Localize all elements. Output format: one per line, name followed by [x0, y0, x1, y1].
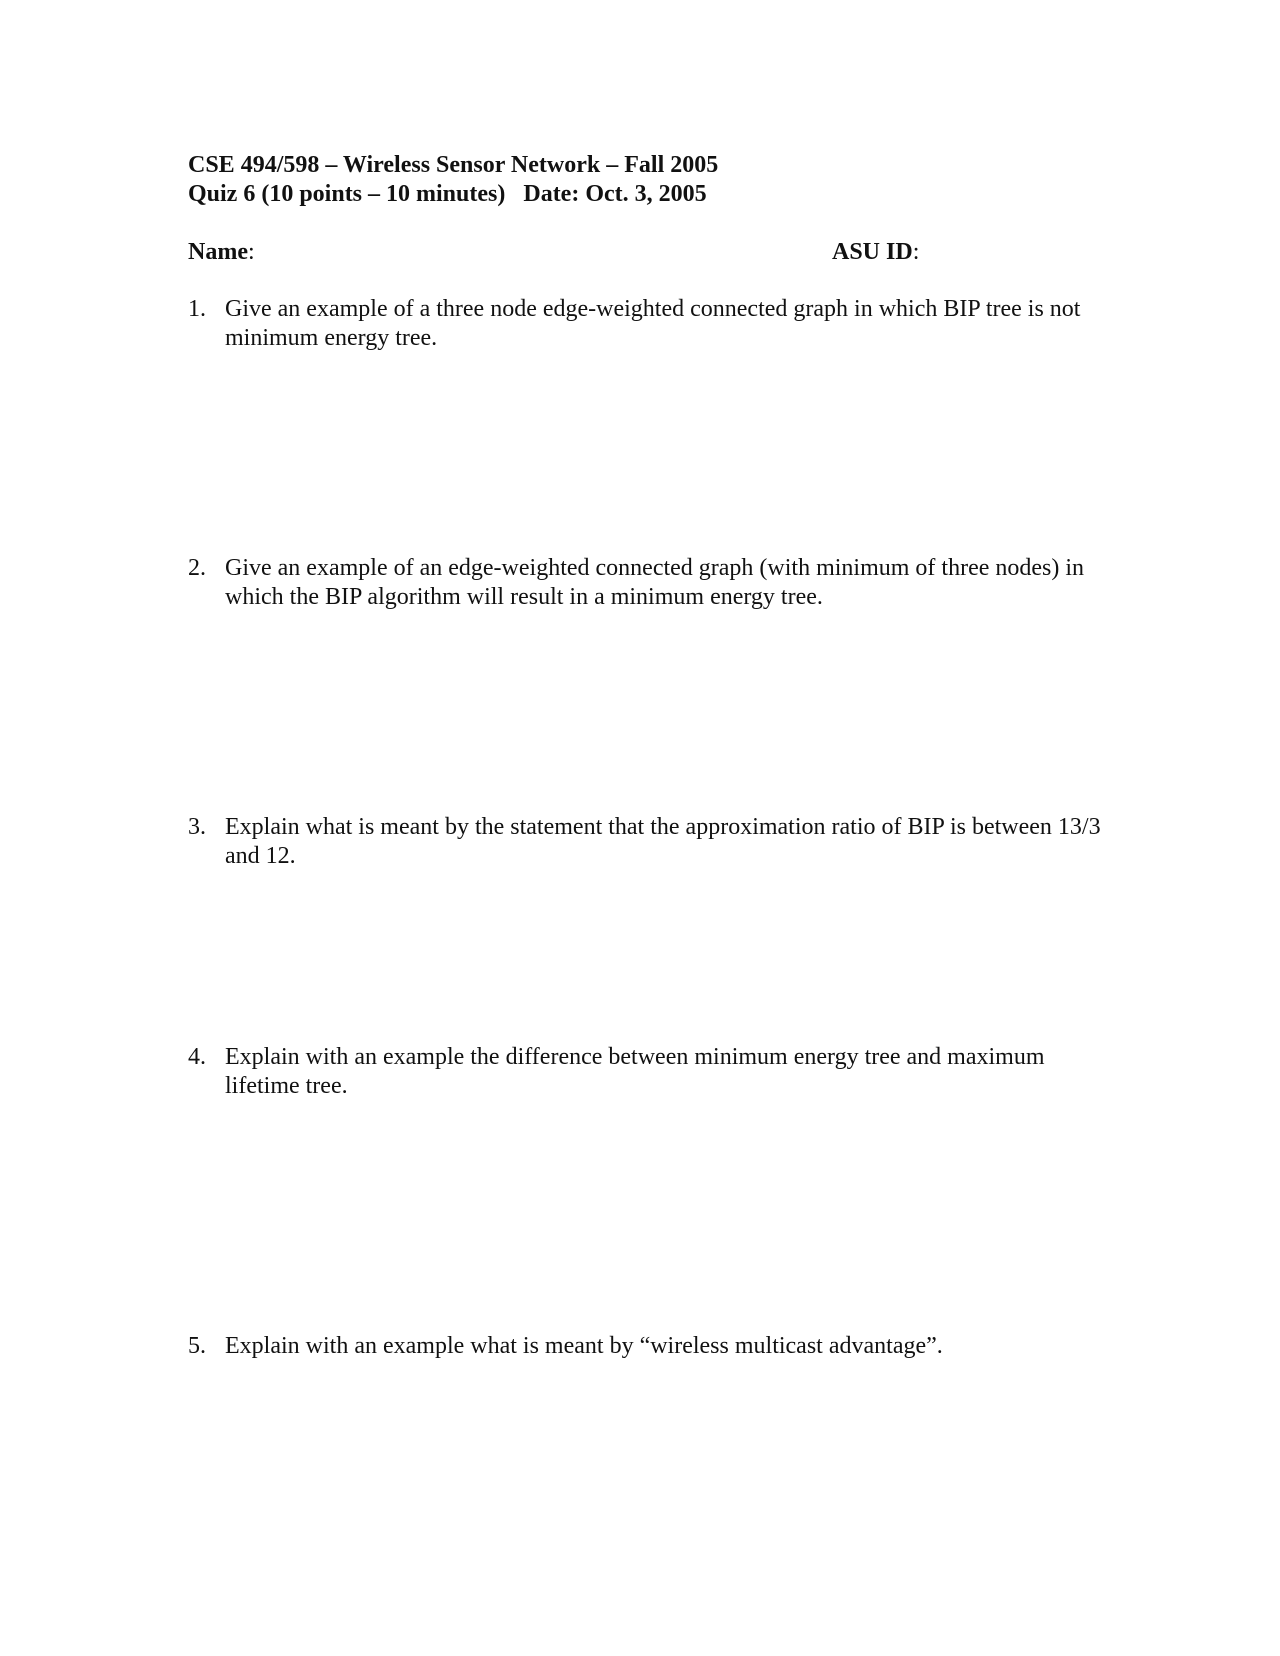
quiz-header: [188, 151, 718, 209]
course-title: CSE 494/598 – Wireless Sensor Network – Fall 2005: [188, 152, 719, 178]
question-number: 1.: [188, 296, 206, 322]
question-text: Explain what is meant by the statement that the approximation ratio of BIP is between 13/3 and 12.: [225, 814, 1101, 869]
question-text: Give an example of an edge-weighted connected graph (with minimum of three nodes) in which the BIP algorithm will result in a minimum energy tree.: [225, 555, 1085, 610]
asu-id-field: [832, 238, 919, 267]
question-number: 3.: [188, 814, 206, 840]
question-3: [188, 813, 1108, 871]
name-field: [188, 238, 255, 267]
asu-id-colon: :: [912, 239, 920, 265]
asu-id-label: ASU ID: [832, 239, 913, 265]
question-number: 2.: [188, 555, 206, 581]
question-text: Give an example of a three node edge-weighted connected graph in which BIP tree is not minimum energy tree.: [225, 296, 1081, 351]
question-number: 4.: [188, 1044, 206, 1070]
question-text: Explain with an example what is meant by “wireless multicast advantage”.: [225, 1333, 943, 1359]
question-2: [188, 554, 1108, 612]
question-text: Explain with an example the difference between minimum energy tree and maximum lifetime tree.: [225, 1044, 1045, 1099]
question-5: [188, 1332, 1108, 1361]
question-1: [188, 295, 1108, 353]
question-4: [188, 1043, 1108, 1101]
question-number: 5.: [188, 1333, 206, 1359]
name-label: Name: [188, 239, 248, 265]
quiz-info: Quiz 6 (10 points – 10 minutes) Date: Oct. 3, 2005: [188, 181, 707, 207]
name-colon: :: [247, 239, 255, 265]
